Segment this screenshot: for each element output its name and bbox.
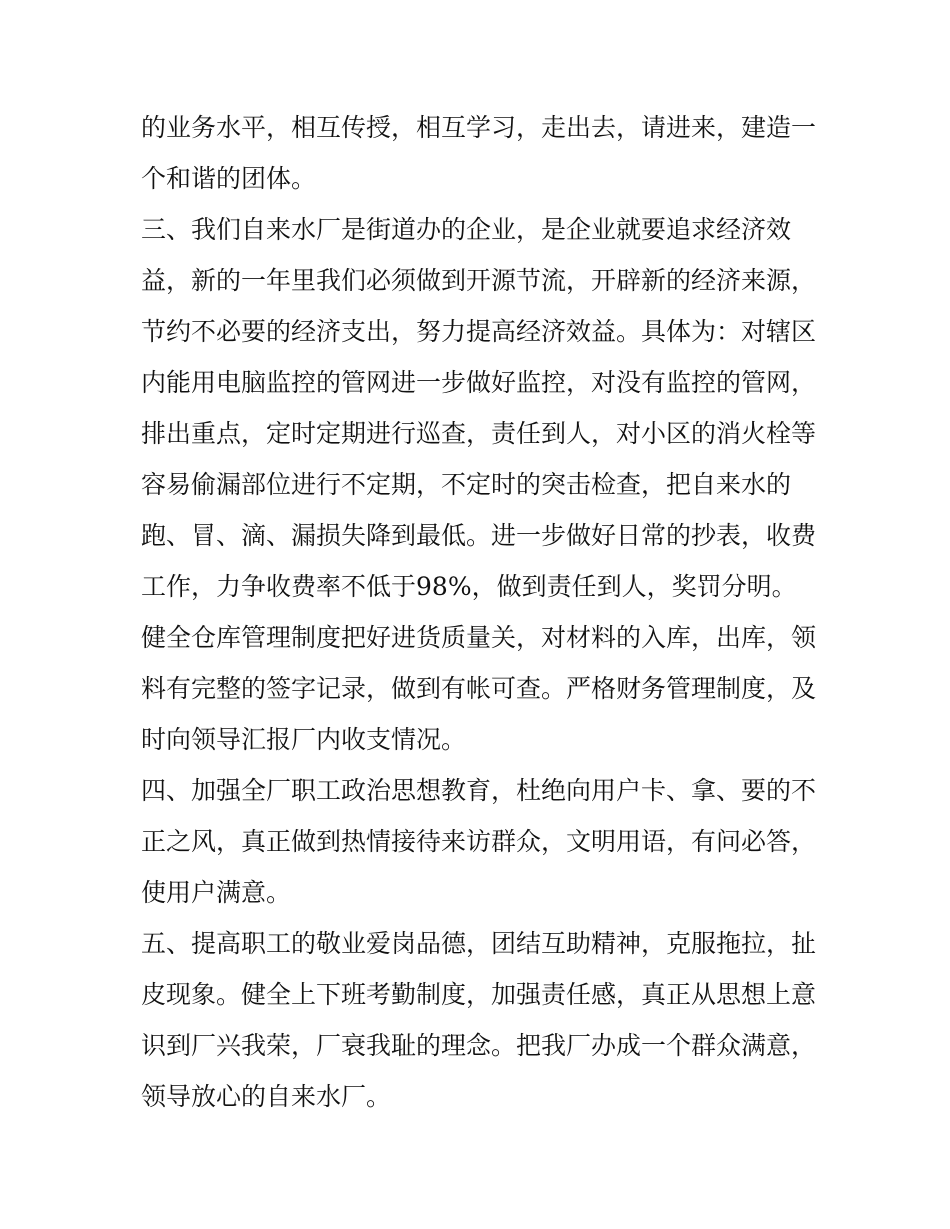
text-line: 时向领导汇报厂内收支情况。 xyxy=(141,725,467,754)
text-line: 排出重点，定时定期进行巡查，责任到人，对小区的消火栓等 xyxy=(141,419,817,448)
text-line: 内能用电脑监控的管网进一步做好监控，对没有监控的管网， xyxy=(141,368,817,397)
text-line: 益，新的一年里我们必须做到开源节流，开辟新的经济来源， xyxy=(141,266,817,295)
text-line: 正之风，真正做到热情接待来访群众，文明用语，有问必答， xyxy=(141,827,817,856)
text-line: 跑、冒、滴、漏损失降到最低。进一步做好日常的抄表，收费 xyxy=(141,521,817,550)
text-line: 使用户满意。 xyxy=(141,878,292,907)
text-line: 皮现象。健全上下班考勤制度，加强责任感，真正从思想上意 xyxy=(141,980,817,1009)
text-line: 三、我们自来水厂是街道办的企业，是企业就要追求经济效 xyxy=(141,215,792,244)
text-line: 料有完整的签字记录，做到有帐可查。严格财务管理制度，及 xyxy=(141,674,817,703)
text-line: 领导放心的自来水厂。 xyxy=(141,1082,392,1111)
text-line: 容易偷漏部位进行不定期，不定时的突击检查，把自来水的 xyxy=(141,470,792,499)
text-line: 的业务水平，相互传授，相互学习，走出去，请进来，建造一 xyxy=(141,113,817,142)
text-line: 健全仓库管理制度把好进货质量关，对材料的入库，出库，领 xyxy=(141,623,817,652)
text-line: 个和谐的团体。 xyxy=(141,164,317,193)
text-line: 节约不必要的经济支出，努力提高经济效益。具体为：对辖区 xyxy=(141,317,817,346)
text-line: 识到厂兴我荣，厂衰我耻的理念。把我厂办成一个群众满意， xyxy=(141,1031,817,1060)
text-line: 四、加强全厂职工政治思想教育，杜绝向用户卡、拿、要的不 xyxy=(141,776,817,805)
text-line: 工作，力争收费率不低于98%，做到责任到人，奖罚分明。 xyxy=(141,572,797,601)
text-line: 五、提高职工的敬业爱岗品德，团结互助精神，克服拖拉，扯 xyxy=(141,929,817,958)
